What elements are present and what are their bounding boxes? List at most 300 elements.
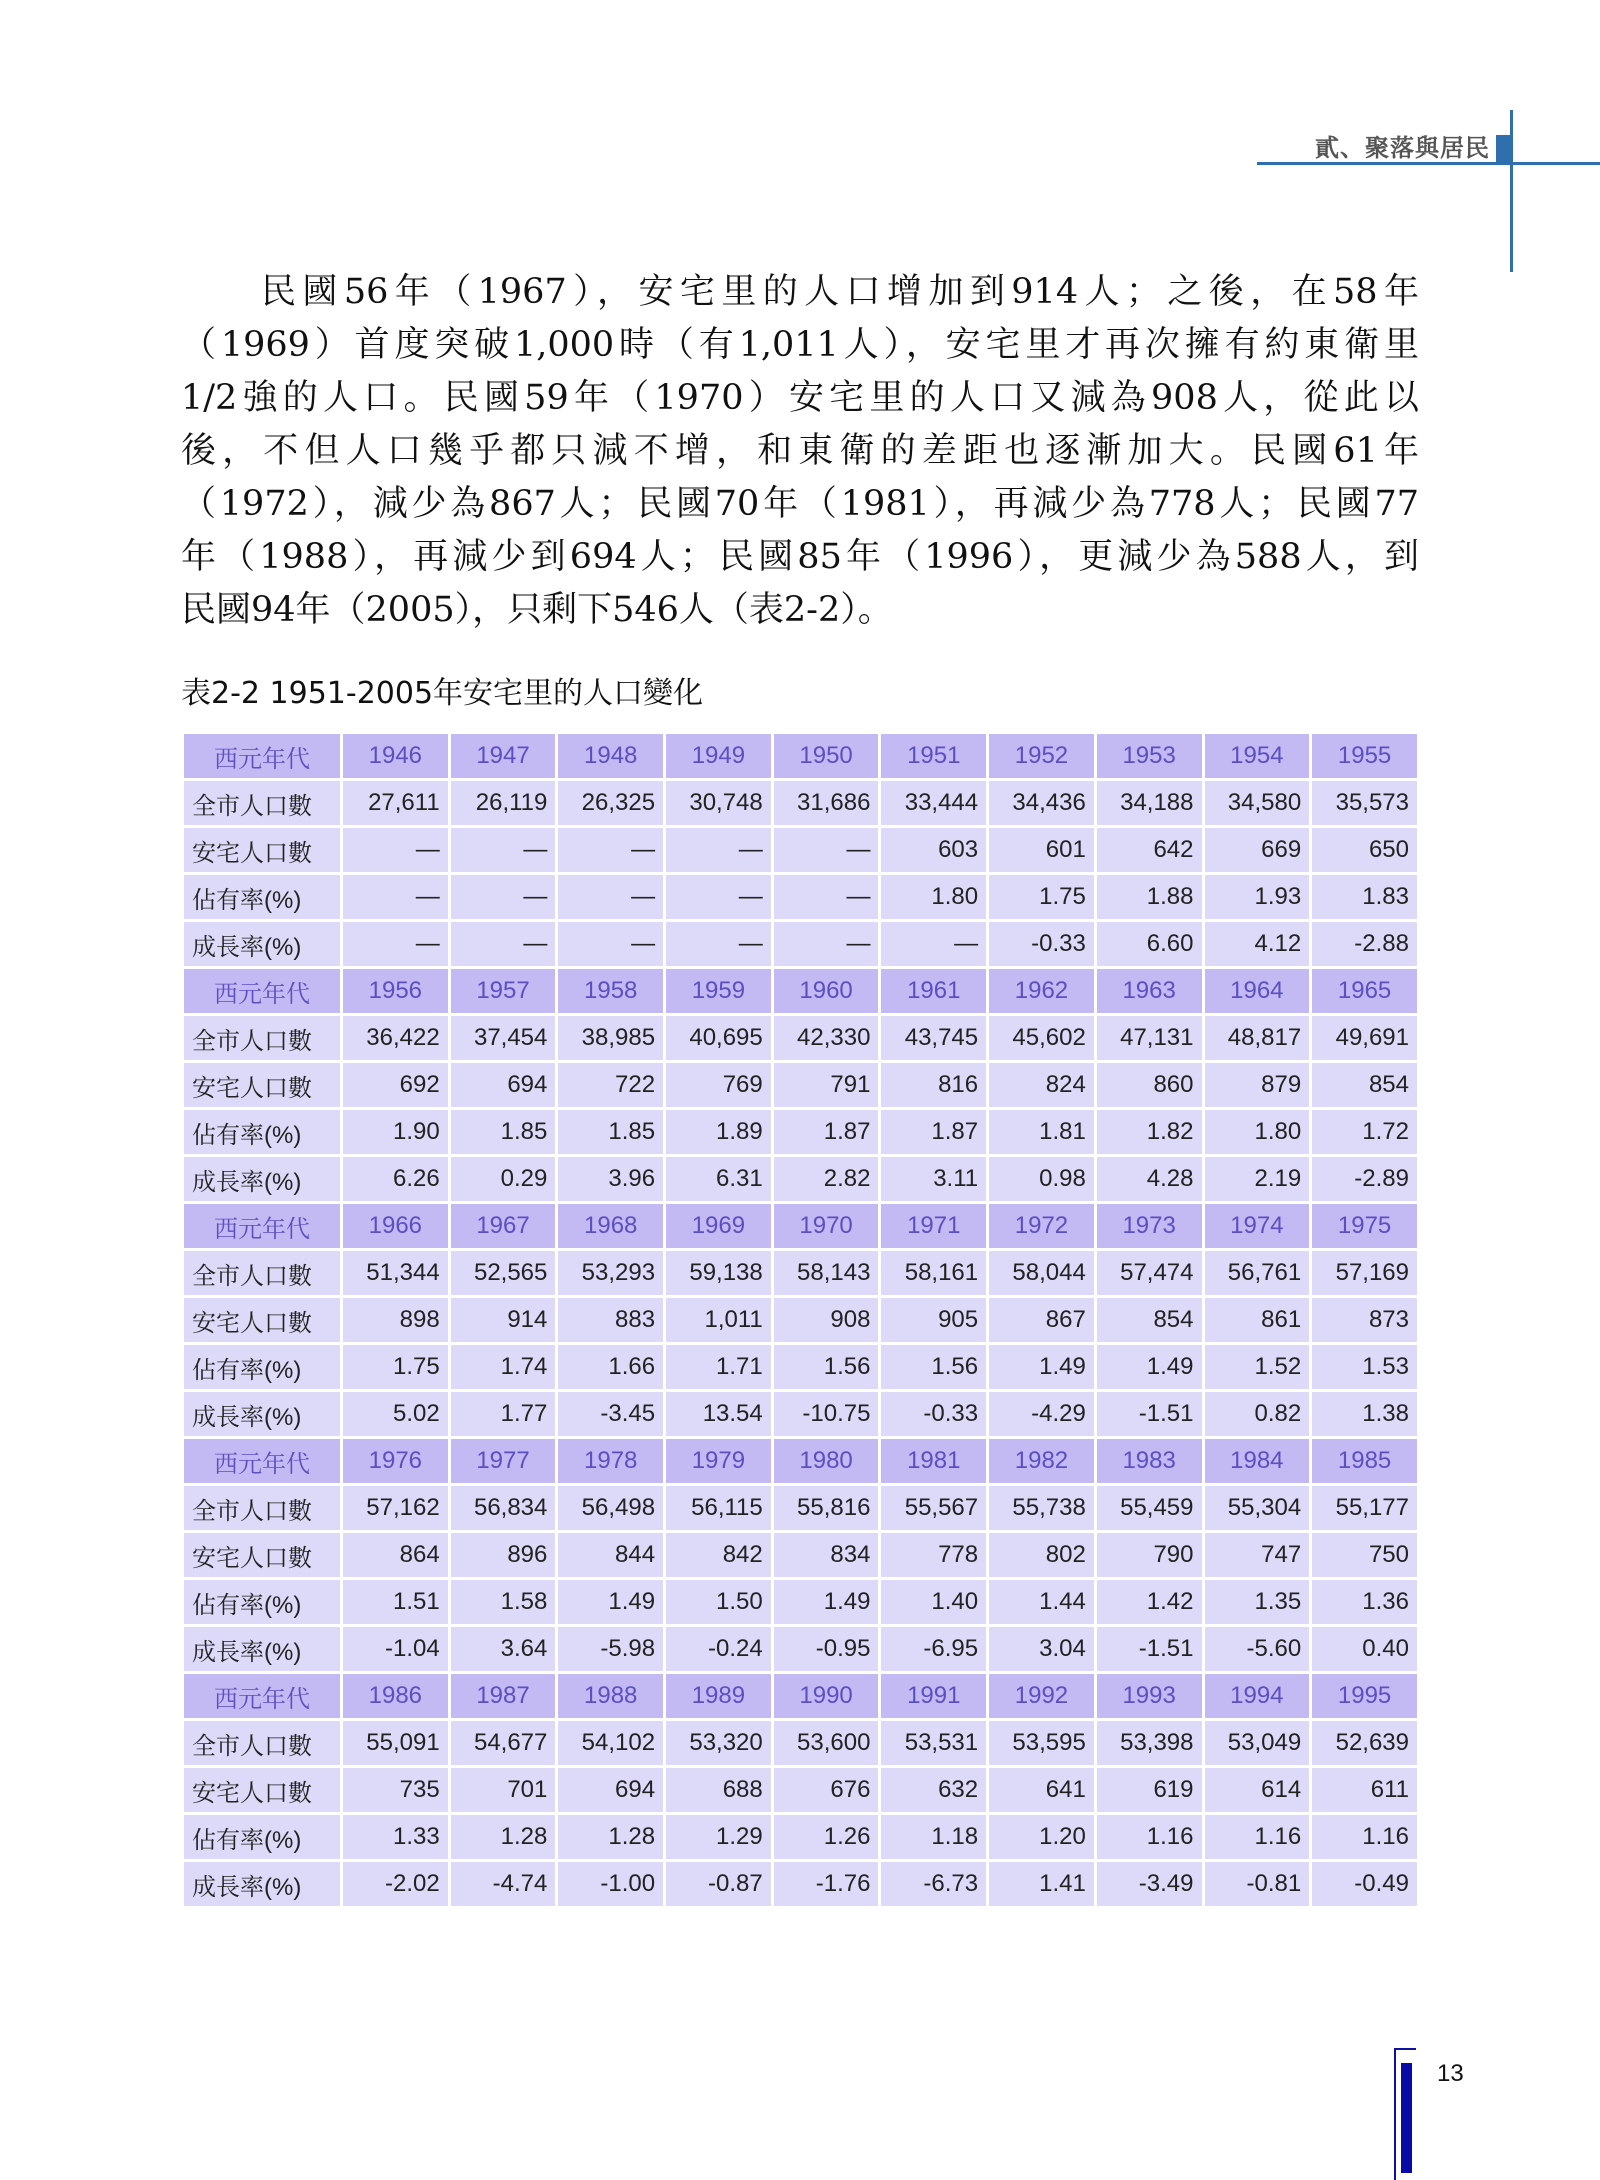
table-cell: — [665, 921, 773, 968]
table-cell: 735 [342, 1767, 450, 1814]
table-cell: 1966 [342, 1203, 450, 1250]
table-cell: 1.82 [1095, 1109, 1203, 1156]
table-cell: 27,611 [342, 780, 450, 827]
table-cell: 47,131 [1095, 1015, 1203, 1062]
table-cell: 53,398 [1095, 1720, 1203, 1767]
table-cell: 1980 [772, 1438, 880, 1485]
table-cell: 55,459 [1095, 1485, 1203, 1532]
table-cell: 1.38 [1311, 1391, 1419, 1438]
table-cell: — [342, 921, 450, 968]
table-cell: 59,138 [665, 1250, 773, 1297]
table-cell: 722 [557, 1062, 665, 1109]
table-cell: 13.54 [665, 1391, 773, 1438]
row-label: 成長率(%) [183, 1626, 342, 1673]
table-cell: -0.49 [1311, 1861, 1419, 1908]
table-cell: 1971 [880, 1203, 988, 1250]
row-label: 安宅人口數 [183, 1532, 342, 1579]
table-cell: — [557, 874, 665, 921]
row-label: 全市人口數 [183, 1250, 342, 1297]
table-cell: 36,422 [342, 1015, 450, 1062]
table-cell: 1984 [1203, 1438, 1311, 1485]
row-label: 西元年代 [183, 733, 342, 780]
table-cell: 1976 [342, 1438, 450, 1485]
table-cell: — [557, 827, 665, 874]
row-label: 西元年代 [183, 1203, 342, 1250]
table-cell: -1.51 [1095, 1626, 1203, 1673]
table-cell: 31,686 [772, 780, 880, 827]
table-cell: 676 [772, 1767, 880, 1814]
table-cell: -4.74 [449, 1861, 557, 1908]
table-cell: 1.51 [342, 1579, 450, 1626]
table-cell: 1.49 [988, 1344, 1096, 1391]
table-cell: 43,745 [880, 1015, 988, 1062]
table-cell: 1.58 [449, 1579, 557, 1626]
table-cell: 1.88 [1095, 874, 1203, 921]
table-cell: 1,011 [665, 1297, 773, 1344]
table-cell: -0.95 [772, 1626, 880, 1673]
table-cell: 1.35 [1203, 1579, 1311, 1626]
anzhai-population-row [183, 1532, 1419, 1579]
growth-row [183, 1391, 1419, 1438]
table-cell: 55,738 [988, 1485, 1096, 1532]
table-cell: -3.49 [1095, 1861, 1203, 1908]
paragraph-line: 民國94年（2005），只剩下546人（表2-2）。 [181, 590, 893, 630]
table-cell: 1995 [1311, 1673, 1419, 1720]
table-cell: 619 [1095, 1767, 1203, 1814]
table-cell: 52,639 [1311, 1720, 1419, 1767]
population-table [181, 731, 1420, 1909]
table-cell: 42,330 [772, 1015, 880, 1062]
table-cell: 1.93 [1203, 874, 1311, 921]
table-cell: 1.80 [880, 874, 988, 921]
table-cell: 1.72 [1311, 1109, 1419, 1156]
table-cell: -6.73 [880, 1861, 988, 1908]
table-cell: 769 [665, 1062, 773, 1109]
table-cell: 56,115 [665, 1485, 773, 1532]
table-cell: 1.74 [449, 1344, 557, 1391]
table-cell: -1.76 [772, 1861, 880, 1908]
table-cell: -2.89 [1311, 1156, 1419, 1203]
table-cell: 53,600 [772, 1720, 880, 1767]
table-cell: 778 [880, 1532, 988, 1579]
table-cell: — [772, 827, 880, 874]
row-label: 佔有率(%) [183, 1109, 342, 1156]
table-cell: 0.98 [988, 1156, 1096, 1203]
table-cell: 53,595 [988, 1720, 1096, 1767]
table-cell: -1.04 [342, 1626, 450, 1673]
table-cell: 790 [1095, 1532, 1203, 1579]
table-cell: 750 [1311, 1532, 1419, 1579]
table-cell: 669 [1203, 827, 1311, 874]
row-label: 安宅人口數 [183, 1062, 342, 1109]
table-cell: 1.90 [342, 1109, 450, 1156]
table-cell: -2.02 [342, 1861, 450, 1908]
table-cell: — [557, 921, 665, 968]
table-cell: 34,436 [988, 780, 1096, 827]
table-cell: 6.60 [1095, 921, 1203, 968]
growth-row [183, 1156, 1419, 1203]
table-cell: 3.04 [988, 1626, 1096, 1673]
table-cell: 55,304 [1203, 1485, 1311, 1532]
table-cell: 5.02 [342, 1391, 450, 1438]
table-cell: -5.98 [557, 1626, 665, 1673]
table-cell: 55,177 [1311, 1485, 1419, 1532]
table-cell: -3.45 [557, 1391, 665, 1438]
table-cell: 33,444 [880, 780, 988, 827]
table-cell: — [665, 874, 773, 921]
table-cell: 55,091 [342, 1720, 450, 1767]
table-cell: 641 [988, 1767, 1096, 1814]
city-population-row [183, 1015, 1419, 1062]
table-cell: 1974 [1203, 1203, 1311, 1250]
table-cell: 0.82 [1203, 1391, 1311, 1438]
table-cell: 1.50 [665, 1579, 773, 1626]
table-cell: 1959 [665, 968, 773, 1015]
table-cell: 53,531 [880, 1720, 988, 1767]
table-cell: 0.29 [449, 1156, 557, 1203]
table-cell: 1.83 [1311, 874, 1419, 921]
table-cell: 860 [1095, 1062, 1203, 1109]
table-cell: 701 [449, 1767, 557, 1814]
table-cell: 1969 [665, 1203, 773, 1250]
table-cell: 26,325 [557, 780, 665, 827]
table-cell: 1967 [449, 1203, 557, 1250]
table-cell: 37,454 [449, 1015, 557, 1062]
table-cell: 1960 [772, 968, 880, 1015]
table-cell: 1973 [1095, 1203, 1203, 1250]
table-cell: 1985 [1311, 1438, 1419, 1485]
table-cell: 51,344 [342, 1250, 450, 1297]
table-cell: 854 [1095, 1297, 1203, 1344]
table-cell: 896 [449, 1532, 557, 1579]
anzhai-population-row [183, 1297, 1419, 1344]
table-cell: 1965 [1311, 968, 1419, 1015]
table-cell: 1.75 [988, 874, 1096, 921]
table-cell: 611 [1311, 1767, 1419, 1814]
table-cell: 1982 [988, 1438, 1096, 1485]
row-label: 安宅人口數 [183, 827, 342, 874]
growth-row [183, 921, 1419, 968]
table-cell: -10.75 [772, 1391, 880, 1438]
table-title: 表2-2 1951-2005年安宅里的人口變化 [181, 676, 704, 711]
body-paragraph [181, 266, 1419, 637]
table-cell: 824 [988, 1062, 1096, 1109]
table-cell: -4.29 [988, 1391, 1096, 1438]
table-cell: 54,677 [449, 1720, 557, 1767]
table-cell: 1991 [880, 1673, 988, 1720]
row-label: 全市人口數 [183, 780, 342, 827]
table-cell: 1.80 [1203, 1109, 1311, 1156]
table-cell: -0.24 [665, 1626, 773, 1673]
table-cell: 1.44 [988, 1579, 1096, 1626]
table-cell: 1948 [557, 733, 665, 780]
table-cell: 614 [1203, 1767, 1311, 1814]
table-cell: 1.42 [1095, 1579, 1203, 1626]
table-cell: 1.85 [449, 1109, 557, 1156]
row-label: 西元年代 [183, 1438, 342, 1485]
table-cell: 642 [1095, 827, 1203, 874]
header-marker [1496, 135, 1512, 164]
chapter-title: 貳、聚落與居民 [1315, 133, 1490, 162]
table-cell: 1.49 [557, 1579, 665, 1626]
table-cell: — [665, 827, 773, 874]
row-label: 西元年代 [183, 1673, 342, 1720]
table-cell: 898 [342, 1297, 450, 1344]
table-cell: 53,049 [1203, 1720, 1311, 1767]
table-cell: 1990 [772, 1673, 880, 1720]
table-cell: 34,580 [1203, 780, 1311, 827]
table-cell: -0.81 [1203, 1861, 1311, 1908]
table-cell: 2.82 [772, 1156, 880, 1203]
table-cell: 1.77 [449, 1391, 557, 1438]
table-cell: 55,567 [880, 1485, 988, 1532]
table-cell: 1983 [1095, 1438, 1203, 1485]
table-cell: 1.16 [1095, 1814, 1203, 1861]
table-cell: — [880, 921, 988, 968]
table-cell: 34,188 [1095, 780, 1203, 827]
table-cell: -5.60 [1203, 1626, 1311, 1673]
table-cell: -1.51 [1095, 1391, 1203, 1438]
table-cell: 1.33 [342, 1814, 450, 1861]
share-row [183, 1579, 1419, 1626]
row-label: 成長率(%) [183, 1861, 342, 1908]
table-cell: 1.66 [557, 1344, 665, 1391]
table-cell: 56,498 [557, 1485, 665, 1532]
table-cell: 1956 [342, 968, 450, 1015]
table-cell: 694 [557, 1767, 665, 1814]
table-cell: 747 [1203, 1532, 1311, 1579]
table-cell: 1.36 [1311, 1579, 1419, 1626]
table-cell: — [449, 921, 557, 968]
table-cell: 55,816 [772, 1485, 880, 1532]
table-cell: 4.28 [1095, 1156, 1203, 1203]
table-cell: 1.71 [665, 1344, 773, 1391]
table-cell: 1968 [557, 1203, 665, 1250]
table-cell: — [772, 874, 880, 921]
table-cell: 1.75 [342, 1344, 450, 1391]
table-cell: — [342, 874, 450, 921]
table-cell: 49,691 [1311, 1015, 1419, 1062]
table-cell: 1.29 [665, 1814, 773, 1861]
paragraph-line: （1969）首度突破1,000時（有1,011人），安宅里才再次擁有約東衛里 [181, 325, 1419, 365]
table-cell: 1993 [1095, 1673, 1203, 1720]
row-label: 成長率(%) [183, 921, 342, 968]
table-cell: -6.95 [880, 1626, 988, 1673]
table-cell: 914 [449, 1297, 557, 1344]
table-cell: 58,044 [988, 1250, 1096, 1297]
row-label: 全市人口數 [183, 1720, 342, 1767]
table-cell: 1950 [772, 733, 880, 780]
table-cell: 1972 [988, 1203, 1096, 1250]
row-label: 佔有率(%) [183, 1344, 342, 1391]
table-cell: 1.85 [557, 1109, 665, 1156]
table-cell: 48,817 [1203, 1015, 1311, 1062]
paragraph-line: 後，不但人口幾乎都只減不增，和東衛的差距也逐漸加大。民國61年 [181, 431, 1419, 471]
table-cell: 1955 [1311, 733, 1419, 780]
year-row [183, 733, 1419, 780]
table-cell: — [772, 921, 880, 968]
table-cell: -1.00 [557, 1861, 665, 1908]
share-row [183, 1814, 1419, 1861]
paragraph-line: 1/2強的人口。民國59年（1970）安宅里的人口又減為908人，從此以 [181, 378, 1419, 418]
table-cell: 1.49 [1095, 1344, 1203, 1391]
table-cell: 1.28 [557, 1814, 665, 1861]
table-cell: 1.89 [665, 1109, 773, 1156]
table-cell: 861 [1203, 1297, 1311, 1344]
table-cell: 844 [557, 1532, 665, 1579]
table-cell: 1964 [1203, 968, 1311, 1015]
table-cell: 1961 [880, 968, 988, 1015]
table-cell: 1989 [665, 1673, 773, 1720]
table-cell: 40,695 [665, 1015, 773, 1062]
table-cell: 1952 [988, 733, 1096, 780]
row-label: 成長率(%) [183, 1391, 342, 1438]
year-row [183, 1438, 1419, 1485]
page-number: 13 [1437, 2060, 1464, 2087]
table-cell: 0.40 [1311, 1626, 1419, 1673]
table-cell: 56,761 [1203, 1250, 1311, 1297]
table-cell: 908 [772, 1297, 880, 1344]
city-population-row [183, 780, 1419, 827]
table-cell: -0.33 [988, 921, 1096, 968]
table-cell: 867 [988, 1297, 1096, 1344]
table-cell: 632 [880, 1767, 988, 1814]
paragraph-line: 年（1988），再減少到694人；民國85年（1996），更減少為588人，到 [181, 537, 1419, 577]
table-cell: 1978 [557, 1438, 665, 1485]
table-cell: 1.20 [988, 1814, 1096, 1861]
share-row [183, 874, 1419, 921]
table-cell: 1994 [1203, 1673, 1311, 1720]
page-marker-bar [1401, 2063, 1412, 2173]
table-cell: 1.16 [1311, 1814, 1419, 1861]
table-cell: 1953 [1095, 733, 1203, 780]
city-population-row [183, 1720, 1419, 1767]
table-cell: 26,119 [449, 780, 557, 827]
table-cell: 1963 [1095, 968, 1203, 1015]
table-cell: 35,573 [1311, 780, 1419, 827]
table-cell: 603 [880, 827, 988, 874]
year-row [183, 968, 1419, 1015]
table-cell: 1.52 [1203, 1344, 1311, 1391]
anzhai-population-row [183, 827, 1419, 874]
table-cell: 1.49 [772, 1579, 880, 1626]
table-cell: 1962 [988, 968, 1096, 1015]
row-label: 成長率(%) [183, 1156, 342, 1203]
table-cell: 4.12 [1203, 921, 1311, 968]
row-label: 全市人口數 [183, 1015, 342, 1062]
table-cell: 54,102 [557, 1720, 665, 1767]
table-cell: 1987 [449, 1673, 557, 1720]
table-cell: 1957 [449, 968, 557, 1015]
table-cell: 2.19 [1203, 1156, 1311, 1203]
table-cell: 57,169 [1311, 1250, 1419, 1297]
table-cell: 1979 [665, 1438, 773, 1485]
table-cell: 1.87 [880, 1109, 988, 1156]
table-cell: 1975 [1311, 1203, 1419, 1250]
table-cell: 3.64 [449, 1626, 557, 1673]
table-cell: 53,320 [665, 1720, 773, 1767]
row-label: 佔有率(%) [183, 874, 342, 921]
table-cell: 816 [880, 1062, 988, 1109]
table-cell: 1986 [342, 1673, 450, 1720]
row-label: 佔有率(%) [183, 1814, 342, 1861]
year-row [183, 1203, 1419, 1250]
table-cell: 879 [1203, 1062, 1311, 1109]
table-cell: 883 [557, 1297, 665, 1344]
table-cell: 1.18 [880, 1814, 988, 1861]
table-cell: 1988 [557, 1673, 665, 1720]
table-cell: 57,162 [342, 1485, 450, 1532]
table-cell: 688 [665, 1767, 773, 1814]
row-label: 西元年代 [183, 968, 342, 1015]
table-cell: 1.41 [988, 1861, 1096, 1908]
table-cell: 854 [1311, 1062, 1419, 1109]
table-cell: 38,985 [557, 1015, 665, 1062]
table-cell: 1.87 [772, 1109, 880, 1156]
table-cell: 1.28 [449, 1814, 557, 1861]
table-cell: 1981 [880, 1438, 988, 1485]
table-cell: 45,602 [988, 1015, 1096, 1062]
growth-row [183, 1861, 1419, 1908]
table-cell: 3.96 [557, 1156, 665, 1203]
table-cell: 905 [880, 1297, 988, 1344]
table-cell: 1.56 [880, 1344, 988, 1391]
table-cell: 842 [665, 1532, 773, 1579]
row-label: 佔有率(%) [183, 1579, 342, 1626]
table-cell: 30,748 [665, 780, 773, 827]
table-cell: 834 [772, 1532, 880, 1579]
table-cell: 791 [772, 1062, 880, 1109]
row-label: 安宅人口數 [183, 1297, 342, 1344]
table-cell: 1.26 [772, 1814, 880, 1861]
share-row [183, 1109, 1419, 1156]
table-cell: 1.53 [1311, 1344, 1419, 1391]
table-cell: 1954 [1203, 733, 1311, 780]
table-cell: 1947 [449, 733, 557, 780]
table-cell: 56,834 [449, 1485, 557, 1532]
paragraph-line: 民國56年（1967），安宅里的人口增加到914人；之後，在58年 [261, 272, 1419, 312]
share-row [183, 1344, 1419, 1391]
table-cell: 1946 [342, 733, 450, 780]
table-cell: 692 [342, 1062, 450, 1109]
table-cell: 53,293 [557, 1250, 665, 1297]
table-cell: 58,143 [772, 1250, 880, 1297]
anzhai-population-row [183, 1062, 1419, 1109]
table-cell: 1.40 [880, 1579, 988, 1626]
year-row [183, 1673, 1419, 1720]
table-cell: 1958 [557, 968, 665, 1015]
anzhai-population-row [183, 1767, 1419, 1814]
table-cell: 1951 [880, 733, 988, 780]
table-cell: 1992 [988, 1673, 1096, 1720]
growth-row [183, 1626, 1419, 1673]
row-label: 安宅人口數 [183, 1767, 342, 1814]
table-cell: 58,161 [880, 1250, 988, 1297]
table-cell: 1949 [665, 733, 773, 780]
table-cell: 1.81 [988, 1109, 1096, 1156]
table-cell: 6.31 [665, 1156, 773, 1203]
table-cell: 601 [988, 827, 1096, 874]
row-label: 全市人口數 [183, 1485, 342, 1532]
table-cell: 864 [342, 1532, 450, 1579]
table-cell: 1.16 [1203, 1814, 1311, 1861]
table-cell: 52,565 [449, 1250, 557, 1297]
table-cell: — [449, 827, 557, 874]
table-cell: 650 [1311, 827, 1419, 874]
table-cell: -0.87 [665, 1861, 773, 1908]
table-cell: 873 [1311, 1297, 1419, 1344]
table-cell: 1970 [772, 1203, 880, 1250]
